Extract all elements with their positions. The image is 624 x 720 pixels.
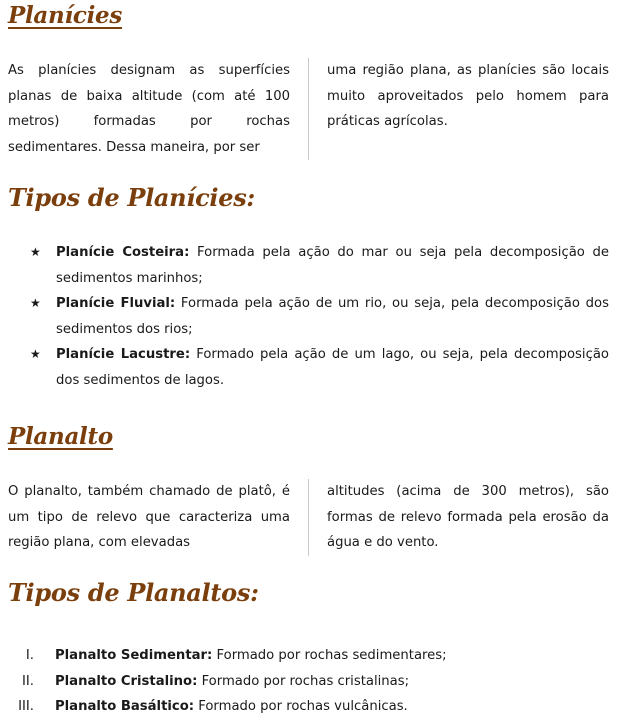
list-item-text: Formada pela ação do mar ou seja pela decomposição de sedimentos marinhos; — [56, 245, 609, 286]
planalto-col-right: altitudes (acima de 300 metros), são formas de relevo formada pela erosão da água e do vento. — [327, 484, 609, 550]
planicies-columns — [8, 58, 609, 160]
list-item — [30, 291, 609, 342]
planalto-col-left: O planalto, também chamado de platô, é um tipo de relevo que caracteriza uma região plana, com elevadas — [8, 479, 309, 556]
list-item-term: Planalto Cristalino: — [55, 673, 198, 689]
heading-tipos-planaltos: Tipos de Planaltos: — [8, 578, 259, 607]
tipos-planicies-list — [30, 240, 609, 393]
heading-planicies: Planícies — [8, 2, 123, 29]
list-item — [30, 240, 609, 291]
list-item-text: Formado por rochas sedimentares; — [212, 648, 447, 663]
list-item — [8, 669, 609, 695]
list-item-term: Planalto Basáltico: — [55, 699, 195, 714]
list-item — [30, 342, 609, 393]
list-item-term: Planície Fluvial: — [56, 296, 176, 311]
planalto-columns — [8, 479, 609, 556]
list-item-term: Planície Costeira: — [56, 245, 190, 260]
tipos-planaltos-list — [8, 643, 609, 720]
list-item-number: II. — [22, 673, 34, 689]
list-item-text: Formado por rochas vulcânicas. — [194, 699, 408, 714]
heading-planalto: Planalto — [8, 423, 113, 450]
list-item-number: I. — [25, 648, 34, 663]
heading-tipos-planicies: Tipos de Planícies: — [8, 183, 255, 212]
list-item — [8, 694, 609, 720]
list-item-number: III. — [18, 699, 34, 714]
planicies-col-right: uma região plana, as planícies são locais muito aproveitados pelo homem para práticas agrícolas. — [327, 63, 609, 129]
planicies-col-left: As planícies designam as superfícies planas de baixa altitude (com até 100 metros) formadas por rochas sedimentares. Dessa maneira, por ser — [8, 58, 309, 160]
list-item-text: Formada pela ação de um rio, ou seja, pela decomposição dos sedimentos dos rios; — [56, 296, 609, 337]
list-item — [8, 643, 609, 669]
star-bullet-icon: ★ — [30, 245, 41, 259]
list-item-text: Formado por rochas cristalinas; — [197, 673, 410, 689]
list-item-term: Planalto Sedimentar: — [55, 648, 213, 663]
list-item-text: Formado pela ação de um lago, ou seja, pela decomposição dos sedimentos de lagos. — [56, 347, 609, 388]
list-item-term: Planície Lacustre: — [56, 347, 191, 362]
star-bullet-icon: ★ — [30, 347, 41, 361]
star-bullet-icon: ★ — [30, 296, 41, 310]
